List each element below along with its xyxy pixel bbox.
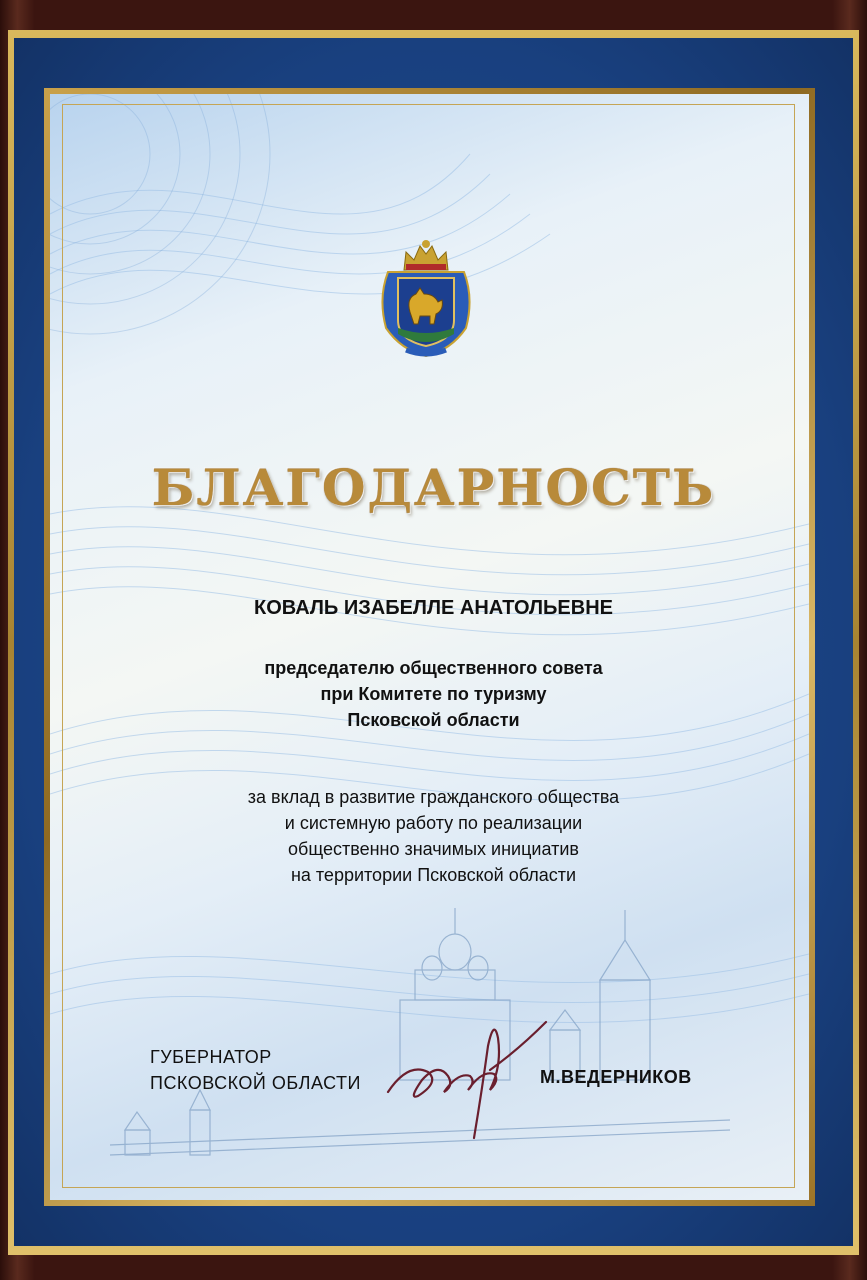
signatory-title-line: ГУБЕРНАТОР <box>150 1047 272 1067</box>
award-reason <box>0 784 867 888</box>
reason-line: на территории Псковской области <box>290 865 577 885</box>
recipient-position <box>0 655 867 733</box>
certificate-title: БЛАГОДАРНОСТЬ <box>151 458 716 517</box>
signatory-name: М.ВЕДЕРНИКОВ <box>540 1067 692 1087</box>
position-line: при Комитете по туризму <box>320 684 547 704</box>
recipient-name: КОВАЛЬ ИЗАБЕЛЛЕ АНАТОЛЬЕВНЕ <box>254 597 613 619</box>
reason-line: общественно значимых инициатив <box>288 839 579 859</box>
reason-line: и системную работу по реализации <box>284 813 583 833</box>
position-line: председателю общественного совета <box>264 658 603 678</box>
signatory-title <box>150 1044 361 1096</box>
reason-line: за вклад в развитие гражданского общества <box>247 787 620 807</box>
handwritten-signature <box>378 1010 558 1150</box>
position-line: Псковской области <box>347 710 520 730</box>
pskov-coat-of-arms-icon <box>376 238 476 364</box>
signatory-title-line: ПСКОВСКОЙ ОБЛАСТИ <box>150 1073 361 1093</box>
